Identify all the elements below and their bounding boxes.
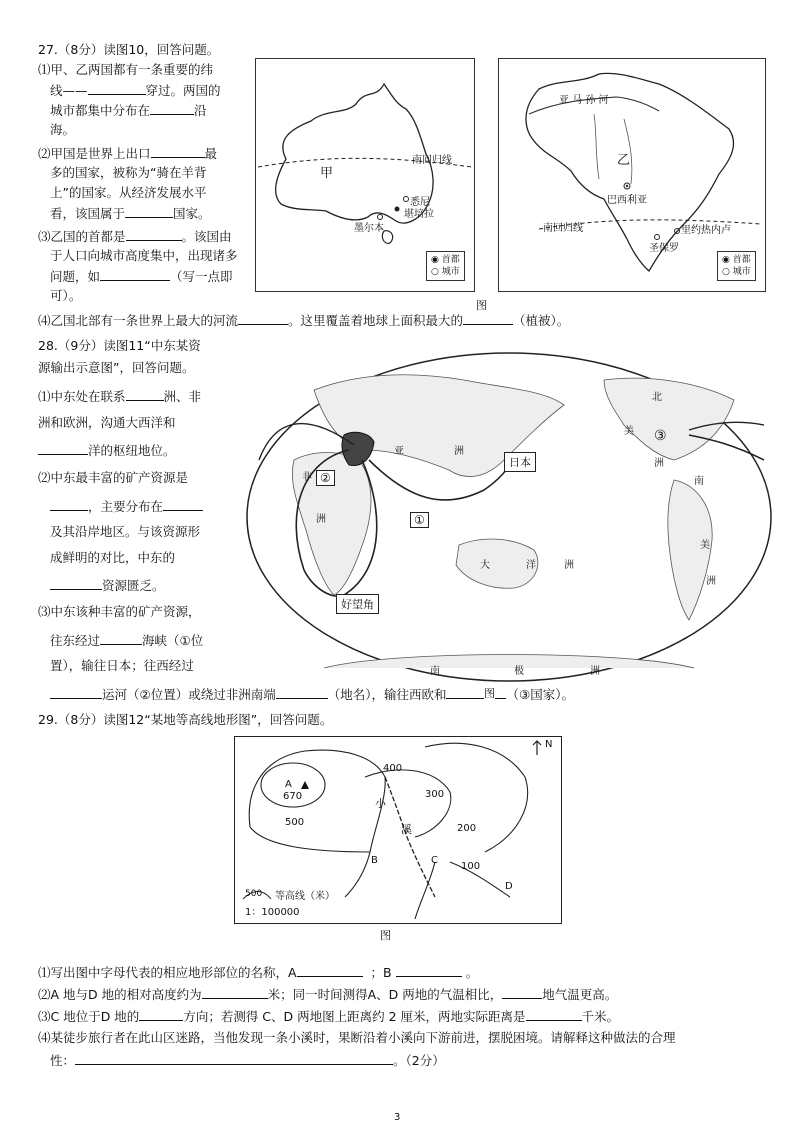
q27-p2-line2: 多的国家，被称为“骑在羊背 bbox=[50, 165, 207, 180]
q28-heading-line1: 28.（9分）读图11“中东某资 bbox=[38, 338, 201, 353]
answer-blank[interactable] bbox=[151, 145, 205, 158]
answer-blank[interactable] bbox=[126, 388, 164, 401]
continent-label: 南 bbox=[430, 666, 440, 677]
sydney-label: 悉尼 bbox=[410, 197, 430, 208]
continent-label: 亚 bbox=[394, 446, 404, 457]
point-a-label: A bbox=[285, 779, 292, 790]
answer-blank[interactable] bbox=[50, 577, 102, 590]
q28-p1-line3: 洋的枢纽地位。 bbox=[38, 442, 176, 459]
answer-blank[interactable] bbox=[50, 498, 88, 511]
country-yi-label: 乙 bbox=[617, 153, 631, 168]
north-label: N bbox=[545, 739, 553, 750]
map-legend: ◉ 首都 ○ 城市 bbox=[426, 251, 465, 281]
sao-paulo-label: 圣保罗 bbox=[649, 243, 679, 254]
point-d-label: D bbox=[505, 881, 513, 892]
q28-p2-line2: ，主要分布在 bbox=[50, 498, 203, 515]
continent-label: 洲 bbox=[706, 576, 716, 587]
continent-label: 美 bbox=[624, 426, 634, 437]
marker-1: ① bbox=[410, 512, 429, 528]
answer-blank[interactable] bbox=[38, 442, 88, 455]
answer-blank[interactable] bbox=[463, 312, 513, 325]
point-b-label: B bbox=[371, 855, 378, 866]
q29-heading: 29.（8分）读图12“某地等高线地形图”，回答问题。 bbox=[38, 712, 333, 727]
brazil-map bbox=[498, 58, 766, 292]
q28-p4: 运河（②位置）或绕过非洲南端 （地名），输往西欧和 （③国家）。 bbox=[50, 686, 574, 703]
continent-label: 洲 bbox=[454, 446, 464, 457]
country-jia-label: 甲 bbox=[320, 166, 334, 181]
australia-map bbox=[255, 58, 475, 292]
continent-label: 极 bbox=[514, 666, 524, 677]
city-icon: ○ bbox=[431, 267, 439, 277]
q27-p2-line1: ⑵甲国是世界上出口 最 bbox=[38, 146, 218, 161]
q28-p1-line2: 洲和欧洲，沟通大西洋和 bbox=[38, 415, 176, 430]
canberra-label: 堪培拉 bbox=[404, 209, 434, 220]
q27-p3-line3: 问题，如 （写一点即 bbox=[50, 269, 233, 284]
q28-p3-line1: ⑶中东该种丰富的矿产资源， bbox=[38, 604, 201, 619]
amazon-river-label: 亚 马 孙 河 bbox=[559, 95, 609, 106]
melbourne-label: 墨尔本 bbox=[354, 223, 384, 234]
q27-p1-line3: 城市都集中分布在 沿 bbox=[50, 103, 207, 118]
answer-blank[interactable] bbox=[163, 498, 203, 511]
continent-label: 洲 bbox=[316, 514, 326, 525]
contour-200-label: 200 bbox=[457, 823, 477, 834]
stream-label: 溪 bbox=[401, 823, 412, 836]
continent-label: 洋 bbox=[526, 560, 536, 571]
q27-p4: ⑷乙国北部有一条世界上最大的河流 。这里覆盖着地球上面积最大的 （植被）。 bbox=[38, 313, 570, 328]
tropic-label: 南回归线 bbox=[412, 155, 452, 166]
legend-contour-text: 等高线（米） bbox=[275, 891, 335, 902]
q28-p2-line1: ⑵中东最丰富的矿产资源是 bbox=[38, 470, 189, 485]
contour-map bbox=[234, 736, 562, 924]
continent-label: 南 bbox=[694, 476, 704, 487]
rio-label: 里约热内卢 bbox=[681, 225, 731, 236]
answer-blank[interactable] bbox=[202, 986, 268, 999]
q27-p1-line4: 海。 bbox=[50, 122, 76, 137]
q28-heading-line2: 源输出示意图”，回答问题。 bbox=[38, 360, 195, 375]
answer-blank[interactable] bbox=[100, 632, 142, 645]
answer-blank[interactable] bbox=[276, 686, 328, 699]
q29-p3: ⑶C 地位于D 地的 方向；若测得 C、D 两地图上距离约 2 厘米，两地实际距离是 千米。 bbox=[38, 1009, 620, 1024]
answer-blank[interactable] bbox=[297, 964, 363, 977]
q28-p2-line4: 成鲜明的对比，中东的 bbox=[50, 550, 176, 565]
capital-icon: ◉ bbox=[431, 255, 439, 265]
answer-blank[interactable] bbox=[502, 986, 542, 999]
q27-heading: 27.（8分）读图10，回答问题。 bbox=[38, 42, 220, 57]
answer-blank[interactable] bbox=[100, 268, 170, 281]
marker-2: ② bbox=[316, 470, 335, 486]
contour-400-label: 400 bbox=[383, 763, 403, 774]
q29-p4-line2: 性： 。（2分） bbox=[50, 1053, 445, 1068]
q27-p1-line2: 线—— 穿过。两国的 bbox=[50, 83, 221, 98]
contour-500-label: 500 bbox=[285, 817, 305, 828]
answer-blank[interactable] bbox=[396, 964, 462, 977]
world-map bbox=[244, 350, 774, 684]
answer-blank[interactable] bbox=[238, 312, 288, 325]
figure-caption: 图 bbox=[380, 929, 391, 942]
q27-p3-line4: 可）。 bbox=[50, 288, 82, 303]
q29-p2: ⑵A 地与D 地的相对高度约为 米；同一时间测得A、D 两地的气温相比， 地气温更高。 bbox=[38, 987, 618, 1002]
answer-blank[interactable] bbox=[150, 102, 194, 115]
answer-blank[interactable] bbox=[50, 686, 102, 699]
legend-contour-value: 500 bbox=[245, 889, 263, 899]
tropic-label: 南回归线 bbox=[543, 223, 583, 234]
answer-blank[interactable] bbox=[125, 205, 173, 218]
contour-300-label: 300 bbox=[425, 789, 445, 800]
continent-label: 大 bbox=[480, 560, 490, 571]
q29-p4-line1: ⑷某徒步旅行者在此山区迷路，当他发现一条小溪时，果断沿着小溪向下游前进，摆脱困境。请解释这种做法的合理 bbox=[38, 1030, 676, 1045]
brasilia-label: 巴西利亚 bbox=[607, 195, 647, 206]
figure-caption: 图 bbox=[476, 299, 487, 312]
contour-100-label: 100 bbox=[461, 861, 481, 872]
continent-label: 非 bbox=[302, 472, 312, 483]
q27-p1-line1: ⑴甲、乙两国都有一条重要的纬 bbox=[38, 62, 214, 77]
q28-p3-line2: 往东经过 海峡（①位 bbox=[50, 633, 204, 648]
q27-p2-line3: 上”的国家。从经济发展水平 bbox=[50, 185, 207, 200]
stream-label: 小 bbox=[375, 797, 386, 810]
continent-label: 北 bbox=[652, 392, 662, 403]
answer-blank[interactable] bbox=[126, 228, 182, 241]
q29-p1: ⑴写出图中字母代表的相应地形部位的名称，A ；B 。 bbox=[38, 965, 479, 980]
q27-p2-line4: 看，该国属于 国家。 bbox=[50, 206, 211, 221]
map-scale: 1：100000 bbox=[245, 907, 300, 918]
map-legend: ◉ 首都 ○ 城市 bbox=[717, 251, 756, 281]
answer-blank[interactable] bbox=[75, 1052, 393, 1065]
cape-of-good-hope-label: 好望角 bbox=[336, 594, 379, 614]
point-a-height: 670 bbox=[283, 791, 303, 802]
figure-caption: 图 bbox=[484, 687, 495, 700]
continent-label: 美 bbox=[700, 540, 710, 551]
city-icon: ○ bbox=[722, 267, 730, 277]
continent-label: 洲 bbox=[590, 666, 600, 677]
answer-blank[interactable] bbox=[446, 686, 506, 699]
answer-blank[interactable] bbox=[88, 82, 146, 95]
answer-blank[interactable] bbox=[526, 1008, 582, 1021]
q28-p2-line3: 及其沿岸地区。与该资源形 bbox=[50, 524, 201, 539]
answer-blank[interactable] bbox=[139, 1008, 183, 1021]
q27-p3-line2: 于人口向城市高度集中，出现诸多 bbox=[50, 248, 238, 263]
japan-label: 日本 bbox=[504, 452, 536, 472]
q28-p2-line5: 资源匮乏。 bbox=[50, 577, 165, 594]
point-c-label: C bbox=[431, 855, 438, 866]
q28-p3-line3: 置），输往日本；往西经过 bbox=[50, 658, 194, 673]
capital-icon: ◉ bbox=[722, 255, 730, 265]
marker-3: ③ bbox=[654, 428, 667, 444]
continent-label: 洲 bbox=[564, 560, 574, 571]
q28-p1-line1: ⑴中东处在联系 洲、非 bbox=[38, 389, 202, 404]
q27-p3-line1: ⑶乙国的首都是 。该国由 bbox=[38, 229, 232, 244]
page-number: 3 bbox=[394, 1112, 401, 1123]
continent-label: 洲 bbox=[654, 458, 664, 469]
